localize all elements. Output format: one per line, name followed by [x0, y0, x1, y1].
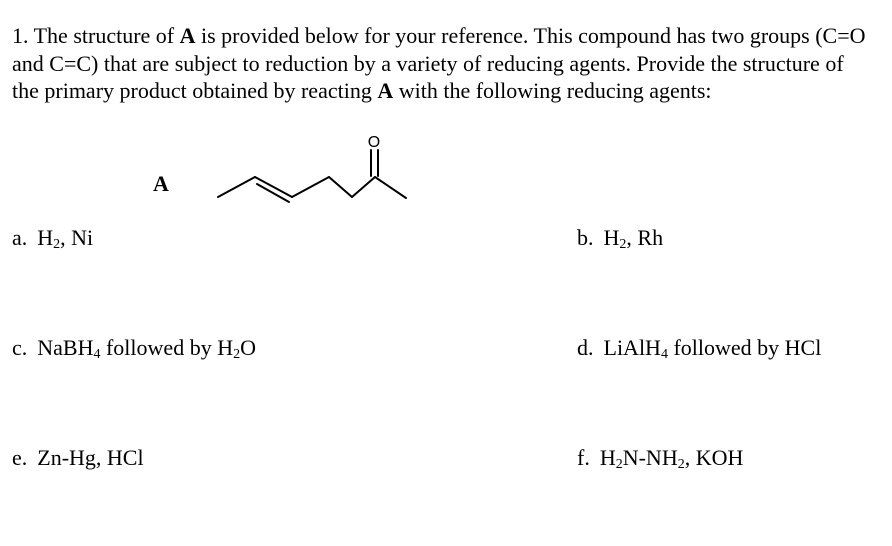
question-text-1: The structure of [33, 23, 180, 48]
bond-c5-c6 [352, 177, 375, 197]
structure-diagram [210, 132, 410, 207]
reagent-c [12, 335, 256, 361]
reagent-f [577, 445, 743, 471]
bond-c3-c4 [292, 177, 329, 197]
reagent-e [12, 445, 144, 471]
item-letter: d. [577, 335, 594, 360]
oxygen-label: O [367, 134, 381, 151]
reagent-text: $H_2$, Ni [37, 225, 94, 252]
question-number: 1. [12, 23, 29, 48]
reagent-text: $H_2$, Rh [603, 225, 664, 252]
reagent-b [577, 225, 663, 251]
reagent-text: Zn-Hg, HCl [37, 445, 144, 470]
bond-c4-c5 [329, 177, 352, 197]
reagent-text: LiAlH$_4$ followed by HCl [603, 335, 822, 362]
compound-label: A [153, 171, 169, 196]
reagent-text: $H_2N-NH_2$, KOH [599, 445, 744, 472]
bond-c6-c7 [375, 177, 406, 198]
bond-c1-c2 [218, 177, 255, 197]
compound-ref-2: A [377, 78, 394, 103]
item-letter: f. [577, 445, 590, 470]
question-text [12, 22, 872, 105]
question-text-3: with the following reducing agents: [393, 78, 712, 103]
item-letter: e. [12, 445, 28, 470]
reagent-text: NaBH$_4$ followed by $H_2O$ [37, 335, 256, 362]
reagent-d [577, 335, 821, 361]
item-letter: b. [577, 225, 594, 250]
item-letter: c. [12, 335, 28, 360]
reagent-a [12, 225, 93, 251]
compound-ref-1: A [179, 23, 196, 48]
item-letter: a. [12, 225, 28, 250]
question-text-2: is provided below for your reference. This compound has two groups (C=O and C=C) that are subject to reduction by a variety of reducing agents. Provide the structure of the primary product obtained by reacting [12, 23, 866, 103]
